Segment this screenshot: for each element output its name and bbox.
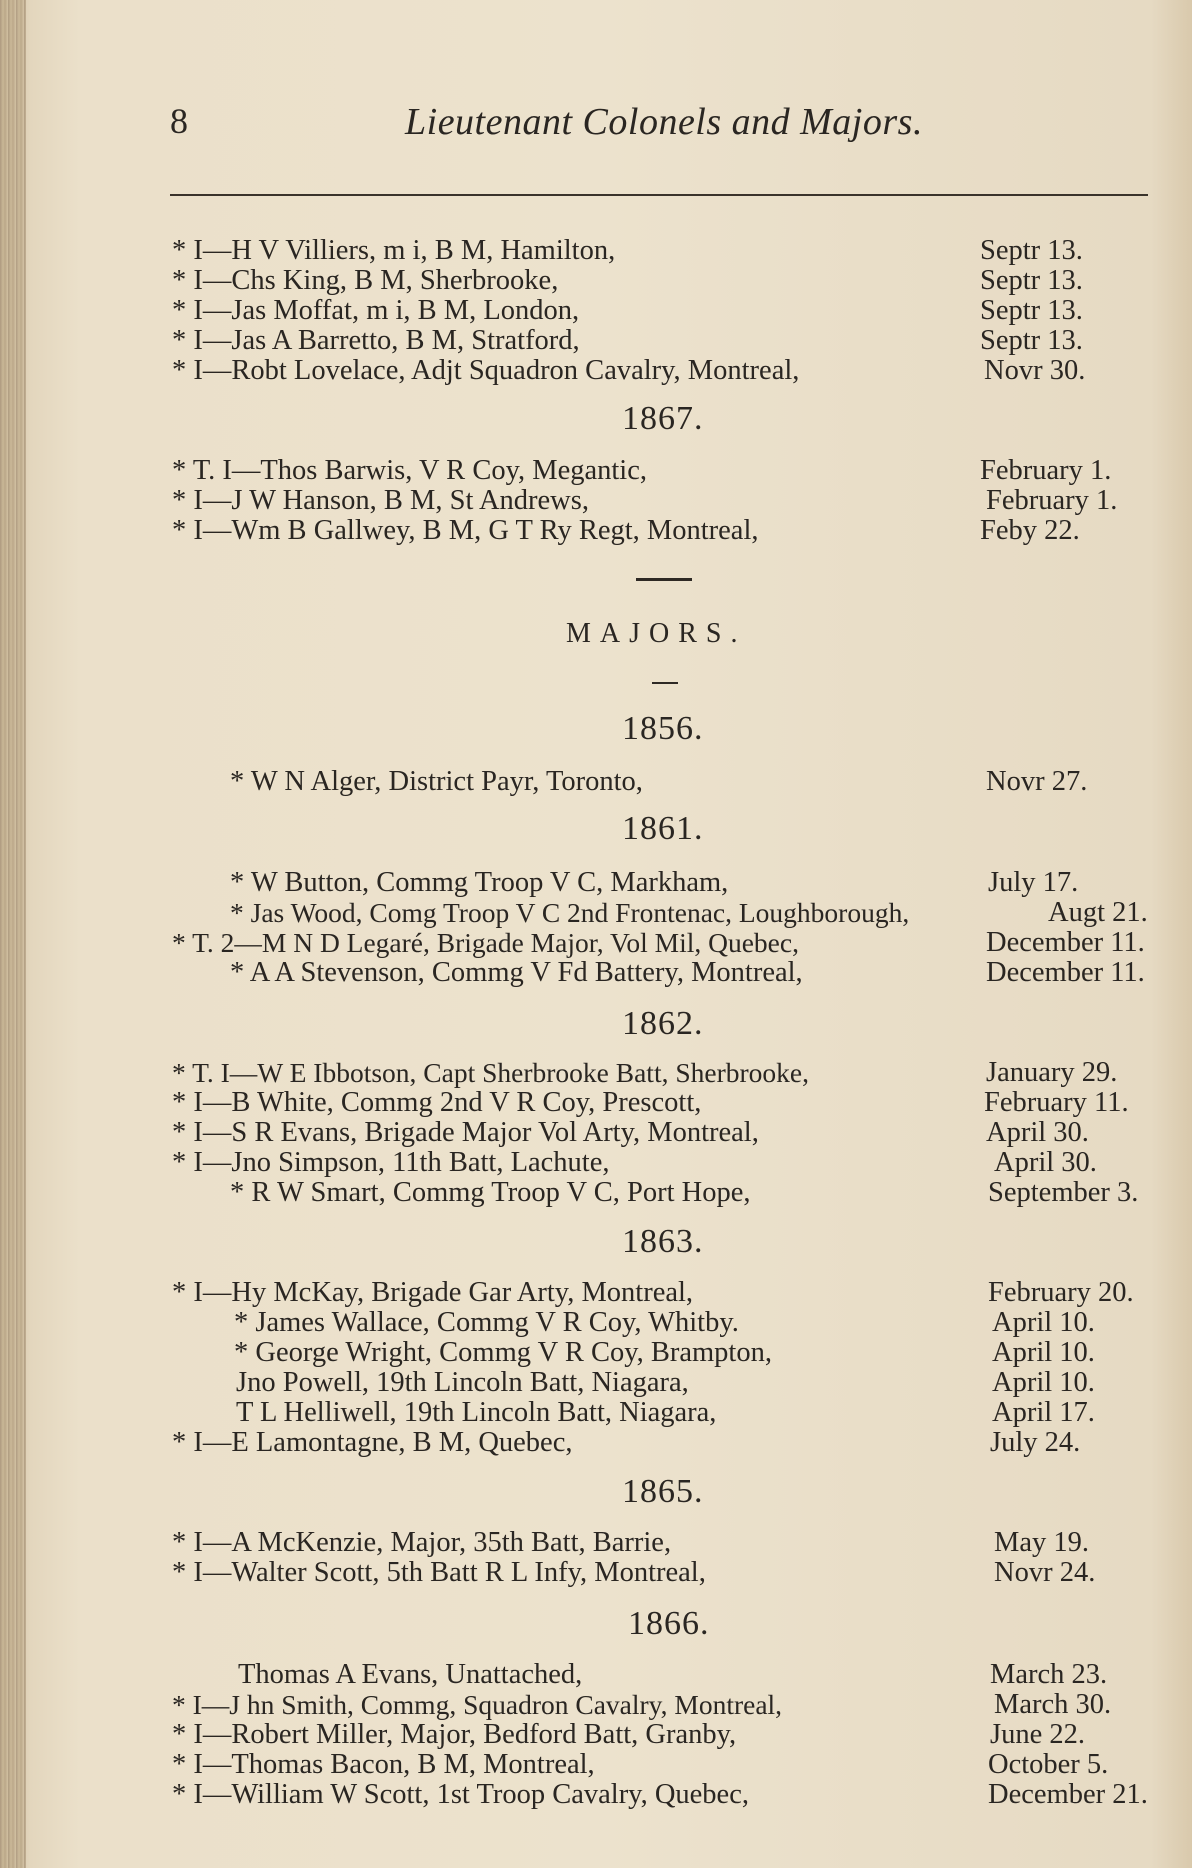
entry-text: * I—Hy McKay, Brigade Gar Arty, Montreal, xyxy=(172,1277,694,1308)
entry-text: * I—E Lamontagne, B M, Quebec, xyxy=(172,1427,573,1458)
entry-text: T L Helliwell, 19th Lincoln Batt, Niagara, xyxy=(236,1397,717,1428)
entry-text: Thomas A Evans, Unattached, xyxy=(238,1659,583,1690)
entry-date: January 29. xyxy=(986,1057,1118,1088)
entry-date: October 5. xyxy=(988,1749,1109,1780)
entry-date: June 22. xyxy=(990,1719,1085,1750)
entry-date: April 30. xyxy=(986,1117,1089,1148)
entry-text: * I—Robert Miller, Major, Bedford Batt, Granby, xyxy=(172,1719,737,1750)
entry-date: Feby 22. xyxy=(980,515,1080,546)
entry-text: * Jas Wood, Comg Troop V C 2nd Frontenac, Loughborough, xyxy=(230,897,910,928)
entry-date: December 21. xyxy=(988,1779,1148,1810)
entry-date: March 30. xyxy=(994,1689,1112,1720)
entry-date: February 20. xyxy=(988,1277,1134,1308)
entry-text: * T. I—W E Ibbotson, Capt Sherbrooke Batt, Sherbrooke, xyxy=(172,1057,809,1088)
entry-text: * I—H V Villiers, m i, B M, Hamilton, xyxy=(172,235,616,266)
entry-text: * I—J hn Smith, Commg, Squadron Cavalry, Montreal, xyxy=(172,1689,783,1720)
entry-date: April 17. xyxy=(992,1397,1095,1428)
entry-date: April 10. xyxy=(992,1367,1095,1398)
entry-date: September 3. xyxy=(988,1177,1139,1208)
running-title: Lieutenant Colonels and Majors. xyxy=(405,101,923,143)
entry-date: July 17. xyxy=(988,867,1079,898)
section-divider xyxy=(636,578,692,581)
entry-date: February 1. xyxy=(986,485,1118,516)
entry-text: * T. 2—M N D Legaré, Brigade Major, Vol Mil, Quebec, xyxy=(172,927,799,958)
entry-text: * I—Jas Moffat, m i, B M, London, xyxy=(172,295,580,326)
year-heading-1866: 1866. xyxy=(628,1605,710,1642)
majors-title: MAJORS. xyxy=(566,618,747,649)
year-heading-1862: 1862. xyxy=(622,1005,704,1042)
entry-date: Septr 13. xyxy=(980,295,1083,326)
entry-text: * I—A McKenzie, Major, 35th Batt, Barrie, xyxy=(172,1527,672,1558)
entry-date: Novr 27. xyxy=(986,766,1088,797)
entry-date: Novr 30. xyxy=(984,355,1086,386)
entry-text: * I—Robt Lovelace, Adjt Squadron Cavalry, Montreal, xyxy=(172,355,800,386)
entry-text: * R W Smart, Commg Troop V C, Port Hope, xyxy=(230,1177,751,1208)
entry-text: * W Button, Commg Troop V C, Markham, xyxy=(230,867,729,898)
page-header xyxy=(170,100,1150,160)
entry-date: March 23. xyxy=(990,1659,1108,1690)
entry-text: * I—B White, Commg 2nd V R Coy, Prescott, xyxy=(172,1087,702,1118)
year-heading-1863: 1863. xyxy=(622,1223,704,1260)
page-binding-edge xyxy=(0,0,26,1868)
entry-text: * I—Jno Simpson, 11th Batt, Lachute, xyxy=(172,1147,610,1178)
entry-date: February 1. xyxy=(980,455,1112,486)
entry-date: Septr 13. xyxy=(980,235,1083,266)
entry-text: * T. I—Thos Barwis, V R Coy, Megantic, xyxy=(172,455,647,486)
year-heading-1867: 1867. xyxy=(622,400,704,437)
section-divider xyxy=(652,682,678,684)
entry-date: May 19. xyxy=(994,1527,1089,1558)
entry-date: April 30. xyxy=(994,1147,1097,1178)
entry-date: February 11. xyxy=(984,1087,1129,1118)
entry-text: * I—Chs King, B M, Sherbrooke, xyxy=(172,265,559,296)
entry-date: Novr 24. xyxy=(994,1557,1096,1588)
year-heading-1856: 1856. xyxy=(622,710,704,747)
entry-date: December 11. xyxy=(986,927,1145,958)
entry-date: April 10. xyxy=(992,1337,1095,1368)
year-heading-1865: 1865. xyxy=(622,1473,704,1510)
page-number: 8 xyxy=(170,101,188,141)
entry-text: * I—J W Hanson, B M, St Andrews, xyxy=(172,485,589,516)
entry-text: Jno Powell, 19th Lincoln Batt, Niagara, xyxy=(236,1367,689,1398)
entry-text: * W N Alger, District Payr, Toronto, xyxy=(230,766,643,797)
entry-text: * I—William W Scott, 1st Troop Cavalry, Quebec, xyxy=(172,1779,749,1810)
entry-date: Septr 13. xyxy=(980,325,1083,356)
entry-text: * James Wallace, Commg V R Coy, Whitby. xyxy=(234,1307,739,1338)
entry-text: * George Wright, Commg V R Coy, Brampton, xyxy=(234,1337,772,1368)
entry-text: * I—Thomas Bacon, B M, Montreal, xyxy=(172,1749,595,1780)
entry-date: Augt 21. xyxy=(1048,897,1148,928)
entry-date: July 24. xyxy=(990,1427,1081,1458)
entry-text: * A A Stevenson, Commg V Fd Battery, Montreal, xyxy=(230,957,803,988)
entry-text: * I—Jas A Barretto, B M, Stratford, xyxy=(172,325,580,356)
year-heading-1861: 1861. xyxy=(622,810,704,847)
entry-date: April 10. xyxy=(992,1307,1095,1338)
entry-date: Septr 13. xyxy=(980,265,1083,296)
entry-text: * I—Walter Scott, 5th Batt R L Infy, Montreal, xyxy=(172,1557,706,1588)
header-rule xyxy=(170,194,1148,196)
entry-date: December 11. xyxy=(986,957,1145,988)
entry-text: * I—Wm B Gallwey, B M, G T Ry Regt, Montreal, xyxy=(172,515,759,546)
entry-text: * I—S R Evans, Brigade Major Vol Arty, Montreal, xyxy=(172,1117,759,1148)
